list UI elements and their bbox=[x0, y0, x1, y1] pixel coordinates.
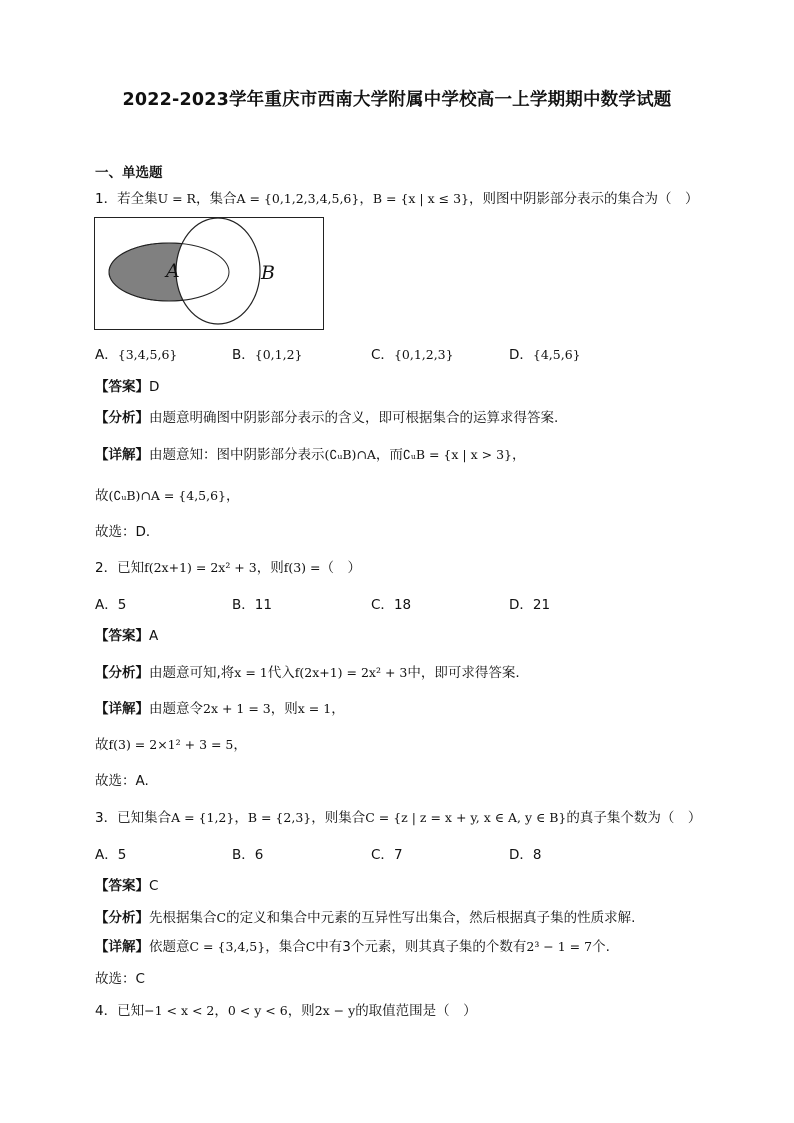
q1-text: ，集合 bbox=[195, 191, 237, 207]
q2-detail: 【详解】由题意令2x + 1 = 3，则x = 1， bbox=[95, 701, 345, 717]
q3-conclusion: 故选：C bbox=[95, 971, 145, 987]
q3-detail: 【详解】依题意C = {3,4,5}，集合C中有3个元素，则其真子集的个数有2³ − 1 = 7个. bbox=[95, 939, 610, 955]
q2-conclusion: 故选：A. bbox=[95, 773, 149, 789]
venn-diagram bbox=[94, 217, 324, 330]
page-title: 2022-2023学年重庆市西南大学附属中学校高一上学期期中数学试题 bbox=[122, 90, 672, 110]
q1-analysis: 【分析】由题意明确图中阴影部分表示的含义，即可根据集合的运算求得答案. bbox=[95, 410, 559, 426]
section-heading: 一、单选题 bbox=[95, 165, 163, 181]
q1-option-a: A．{3,4,5,6} bbox=[95, 347, 178, 363]
q2-answer: 【答案】A bbox=[95, 628, 159, 644]
q1-option-b: B．{0,1,2} bbox=[232, 347, 303, 363]
question-4: 4．已知−1 < x < 2，0 < y < 6，则2x − y的取值范围是（ ） bbox=[95, 1003, 477, 1019]
q1-option-c: C．{0,1,2,3} bbox=[371, 347, 454, 363]
q2-option-a: A．5 bbox=[95, 597, 127, 613]
q2-option-d: D．21 bbox=[509, 597, 551, 613]
q1-prefix: 1．若全集 bbox=[95, 191, 158, 207]
q3-option-b: B．6 bbox=[232, 847, 264, 863]
venn-set-b bbox=[176, 218, 260, 324]
venn-label-b: B bbox=[261, 262, 275, 284]
q3-option-c: C．7 bbox=[371, 847, 403, 863]
q2-step: 故f(3) = 2×1² + 3 = 5， bbox=[95, 737, 247, 753]
q3-answer: 【答案】C bbox=[95, 878, 159, 894]
q3-option-a: A．5 bbox=[95, 847, 127, 863]
question-1 bbox=[95, 187, 699, 207]
q1-set-b: B = {x | x ≤ 3} bbox=[372, 191, 469, 206]
q2-option-b: B．11 bbox=[232, 597, 272, 613]
q1-suffix: ，则图中阴影部分表示的集合为（ ） bbox=[469, 191, 699, 207]
q1-option-d: D．{4,5,6} bbox=[509, 347, 581, 363]
q1-step: 故(∁ᵤB)∩A = {4,5,6}， bbox=[95, 488, 240, 504]
q1-conclusion: 故选：D． bbox=[95, 524, 160, 540]
q1-set-a: A = {0,1,2,3,4,5,6} bbox=[236, 191, 360, 206]
q1-detail: 【详解】由题意知：图中阴影部分表示(∁ᵤB)∩A，而∁ᵤB = {x | x > 3}， bbox=[95, 447, 526, 463]
q1-answer: 【答案】D bbox=[95, 379, 160, 395]
q1-universal-set: U = R bbox=[157, 191, 196, 206]
q3-option-d: D．8 bbox=[509, 847, 542, 863]
q1-sep: ， bbox=[359, 191, 373, 207]
question-2: 2．已知f(2x+1) = 2x² + 3，则f(3) =（ ） bbox=[95, 560, 361, 576]
venn-label-a: A bbox=[166, 260, 180, 282]
q3-analysis: 【分析】先根据集合C的定义和集合中元素的互异性写出集合，然后根据真子集的性质求解. bbox=[95, 910, 636, 926]
question-3: 3．已知集合A = {1,2}，B = {2,3}，则集合C = {z | z = x + y, x ∈ A, y ∈ B}的真子集个数为（ ） bbox=[95, 810, 702, 826]
q2-option-c: C．18 bbox=[371, 597, 412, 613]
q2-analysis: 【分析】由题意可知,将x = 1代入f(2x+1) = 2x² + 3中，即可求得答案. bbox=[95, 665, 520, 681]
